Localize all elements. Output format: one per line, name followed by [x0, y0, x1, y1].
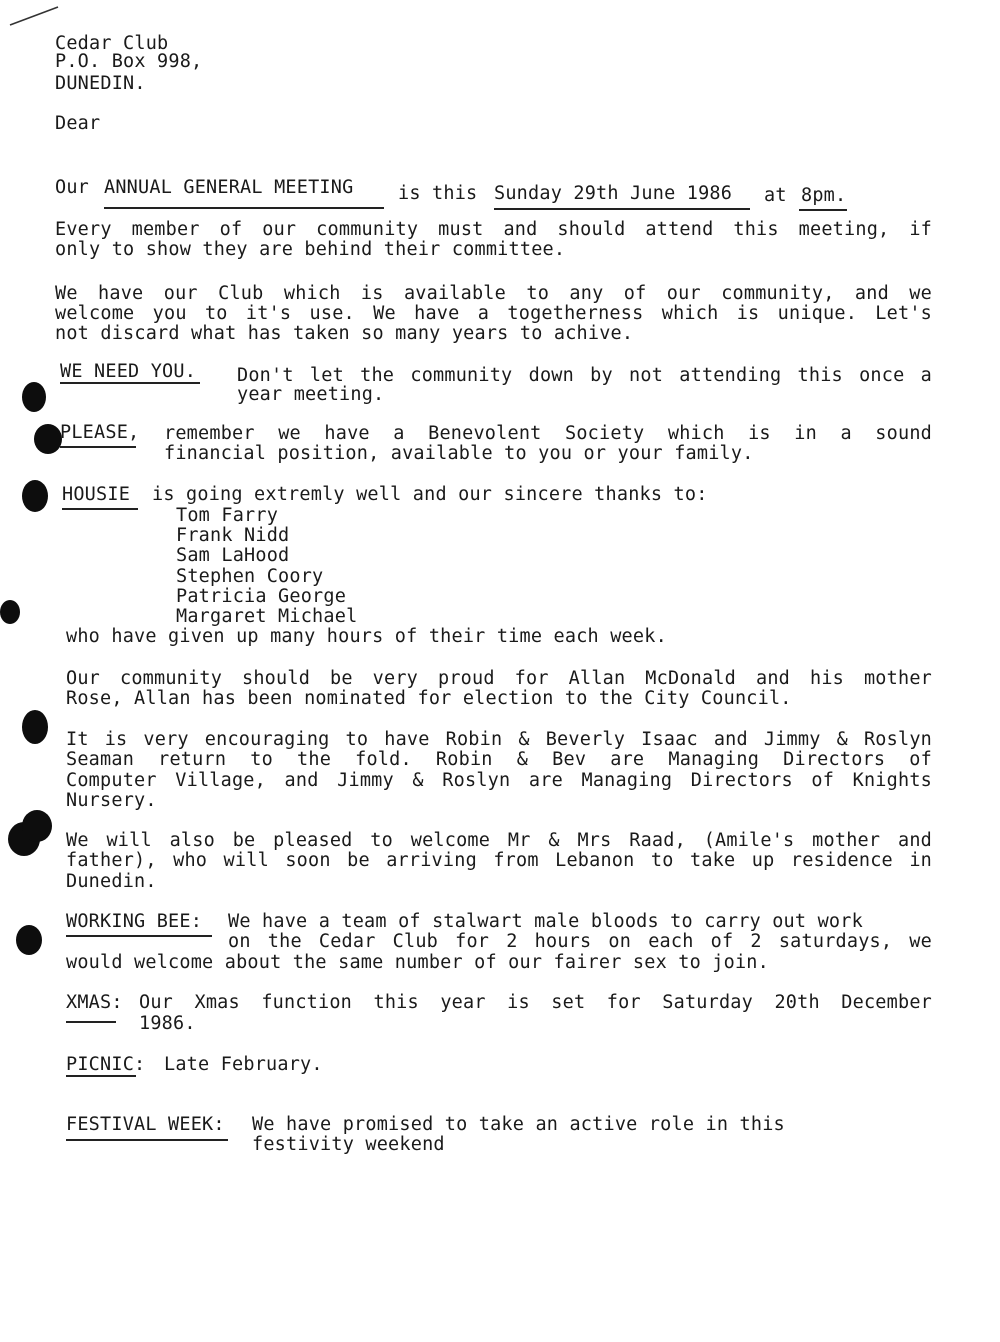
festival-underline [66, 1139, 228, 1141]
housie-name: Stephen Coory [176, 566, 324, 587]
para-isaac-line: Computer Village, and Jimmy & Roslyn are Managing Directors of Knights [66, 770, 932, 791]
housie-line: is going extremly well and our sincere thanks to: [152, 484, 708, 505]
need-you-line: Don't let the community down by not attending this once a [237, 365, 932, 386]
punch-hole [22, 480, 48, 512]
punch-hole [16, 925, 42, 955]
housie-name: Frank Nidd [176, 525, 290, 546]
punch-hole [22, 710, 48, 744]
picnic-text: Late February. [164, 1054, 323, 1075]
need-you-line: year meeting. [237, 384, 385, 405]
working-bee-line: We have a team of stalwart male bloods to carry out work [228, 911, 863, 932]
meeting-title-underline [104, 207, 384, 209]
para-attend-line: only to show they are behind their committee. [55, 239, 566, 260]
punch-hole [22, 810, 52, 842]
para-club-line: welcome you to it's use. We have a togetherness which is unique. Let's [55, 303, 932, 324]
working-bee-underline [66, 935, 212, 937]
working-bee-line: would welcome about the same number of our fairer sex to join. [66, 952, 769, 973]
meeting-at: at [764, 185, 787, 206]
housie-name: Sam LaHood [176, 545, 290, 566]
housie-underline [62, 508, 138, 510]
para-club-line: We have our Club which is available to any of our community, and we [55, 283, 932, 304]
para-council-line: Rose, Allan has been nominated for election to the City Council. [66, 688, 792, 709]
address-line: DUNEDIN. [55, 73, 146, 94]
xmas-underline [66, 1021, 116, 1023]
festival-heading: FESTIVAL WEEK: [66, 1114, 225, 1135]
housie-name: Tom Farry [176, 505, 279, 526]
please-heading: PLEASE, [60, 422, 140, 443]
para-raad-line: father), who will soon be arriving from Lebanon to take up residence in [66, 850, 932, 871]
meeting-date-underline [494, 208, 750, 210]
para-raad-line: Dunedin. [66, 871, 157, 892]
need-you-heading: WE NEED YOU. [60, 361, 197, 382]
para-isaac-line: Nursery. [66, 790, 157, 811]
meeting-middle: is this [398, 183, 478, 204]
punch-hole [0, 600, 20, 624]
xmas-heading: XMAS: [66, 992, 123, 1013]
para-attend-line: Every member of our community must and should attend this meeting, if [55, 219, 932, 240]
please-underline [60, 446, 136, 448]
housie-heading: HOUSIE [62, 484, 131, 505]
picnic-underline [66, 1075, 136, 1077]
need-you-underline [60, 382, 200, 384]
para-council-line: Our community should be very proud for Allan McDonald and his mother [66, 668, 932, 689]
festival-line: festivity weekend [252, 1134, 445, 1155]
punch-hole [34, 424, 62, 454]
salutation: Dear [55, 113, 101, 134]
working-bee-line: on the Cedar Club for 2 hours on each of 2 saturdays, we [228, 931, 932, 952]
meeting-time: 8pm. [801, 185, 847, 206]
address-line: P.O. Box 998, [55, 51, 203, 72]
please-line: financial position, available to you or your family. [164, 443, 754, 464]
housie-name: Patricia George [176, 586, 347, 607]
para-isaac-line: It is very encouraging to have Robin & Beverly Isaac and Jimmy & Roslyn [66, 729, 932, 750]
meeting-time-underline [799, 209, 847, 211]
meeting-title: ANNUAL GENERAL MEETING [104, 177, 354, 198]
para-club-line: not discard what has taken so many years to achive. [55, 323, 634, 344]
housie-closing: who have given up many hours of their time each week. [66, 626, 667, 647]
punch-hole [22, 382, 46, 412]
meeting-prefix: Our [55, 177, 90, 198]
pen-mark [8, 3, 60, 29]
xmas-line: 1986. [139, 1013, 196, 1034]
xmas-line: Our Xmas function this year is set for Saturday 20th December [139, 992, 932, 1013]
picnic-heading: PICNIC: [66, 1054, 146, 1075]
festival-line: We have promised to take an active role in this [252, 1114, 785, 1135]
address-line: Cedar Club [55, 33, 169, 54]
working-bee-heading: WORKING BEE: [66, 911, 203, 932]
para-raad-line: We will also be pleased to welcome Mr & Mrs Raad, (Amile's mother and [66, 830, 932, 851]
para-isaac-line: Seaman return to the fold. Robin & Bev are Managing Directors of [66, 749, 932, 770]
housie-name: Margaret Michael [176, 606, 358, 627]
meeting-date: Sunday 29th June 1986 [494, 183, 733, 204]
please-line: remember we have a Benevolent Society which is in a sound [164, 423, 932, 444]
